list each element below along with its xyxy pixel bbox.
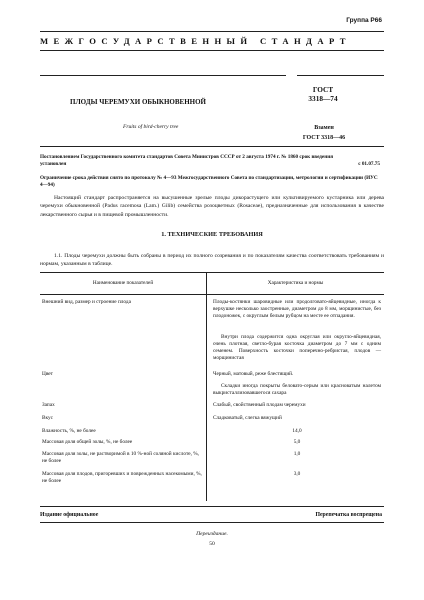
table-row-name: Массовая доля золы, не растворимой в 10 %-ной соляной кислоте, %, не более bbox=[42, 451, 200, 464]
top-rule-lower bbox=[40, 50, 384, 51]
replaces-number: ГОСТ 3318—46 bbox=[302, 135, 346, 141]
table-row-value: Складки иногда покрыты беловато-серым или красноватым налетом выкристаллизовавшегося сахара bbox=[213, 383, 381, 396]
table-header-value: Характеристика и нормы bbox=[267, 280, 324, 286]
table-row-name: Цвет bbox=[42, 371, 53, 377]
standard-banner: МЕЖГОСУДАРСТВЕННЫЙ СТАНДАРТ bbox=[40, 36, 351, 46]
document-title-english: Fruits of bird-cherry tree bbox=[123, 124, 179, 130]
gost-number: 3318—74 bbox=[308, 94, 338, 103]
table-row-value: 5,0 bbox=[293, 439, 301, 445]
intro-paragraph: Настоящий стандарт распространяется на высушенные зрелые плоды дикорастущего или культивируемого кустарника или дерева черемухи обыкновенной (Padus racemosa (Lam.) Gilib) семейства розоцветных (Rosaceae), предназначенные для использования в качестве лекарственного сырья и в пищевой промышленности. bbox=[40, 195, 384, 218]
top-rule-upper bbox=[40, 31, 384, 32]
group-code: Группа Р66 bbox=[346, 17, 382, 24]
table-row-name: Внешний вид, размер и строение плода bbox=[42, 299, 131, 305]
table-row-value: Плоды-костянки шаровидные или продолговато-яйцевидные, иногда к верхушке несколько заостренные, диаметром до 8 мм, морщинистые, без плодоножек, с округлым белым рубцом на месте ее отпадания. bbox=[213, 299, 381, 319]
decree-text: Постановлением Государственного комитета стандартов Совета Министров СССР от 2 августа 1974 г. № 1860 срок введения установлен bbox=[40, 154, 334, 167]
title-rule-right bbox=[297, 75, 384, 76]
table-row-value: Слабый, свойственный плодам черемухи bbox=[213, 402, 306, 408]
validity-note: Ограничение срока действия снято по протоколу № 4—93 Межгосударственного Совета по стандартизации, метрологии и сертификации (ИУС 4—94) bbox=[40, 175, 378, 188]
table-row-name: Запах bbox=[42, 402, 55, 408]
decree-date: с 01.07.75 bbox=[358, 161, 380, 167]
table-row-value: 14,0 bbox=[292, 428, 302, 434]
table-rule-header bbox=[40, 294, 384, 295]
table-row-value: 1,0 bbox=[293, 451, 301, 457]
table-row-value: Внутри плода содержится одна округлая или округло-яйцевидная, очень плотная, светло-бурая косточка диаметром до 7 мм с одним семенем. Поверхность косточки поперечно-ребристая, плодов — морщинистая bbox=[213, 334, 381, 361]
reissue-note: Переиздание. bbox=[196, 531, 228, 537]
table-header-name: Наименование показателей bbox=[92, 280, 154, 286]
table-row-value: 3,0 bbox=[293, 471, 301, 477]
gost-designation bbox=[303, 85, 343, 103]
requirements-table bbox=[40, 272, 384, 501]
page-number: 50 bbox=[209, 541, 215, 547]
title-rule-bottom bbox=[40, 146, 384, 147]
footer-rule-top bbox=[40, 506, 384, 507]
replaces-block bbox=[300, 123, 348, 143]
title-rule-left bbox=[40, 75, 286, 76]
official-edition-label: Издание официальное bbox=[40, 512, 99, 518]
table-row-name: Массовая доля плодов, пригоревших и поврежденных насекомыми, %, не более bbox=[42, 471, 202, 484]
reprint-prohibited-label: Перепечатка воспрещена bbox=[315, 512, 382, 518]
table-row-name: Массовая доля общей золы, %, не более bbox=[42, 439, 133, 445]
table-column-divider bbox=[206, 272, 207, 501]
gost-label: ГОСТ bbox=[312, 85, 334, 94]
footer-rule-bottom bbox=[40, 522, 384, 523]
table-row-name: Вкус bbox=[42, 415, 54, 421]
replaces-label: Взамен bbox=[314, 125, 334, 131]
document-title: ПЛОДЫ ЧЕРЕМУХИ ОБЫКНОВЕННОЙ bbox=[70, 98, 206, 106]
section-title: 1. ТЕХНИЧЕСКИЕ ТРЕБОВАНИЯ bbox=[161, 231, 263, 238]
table-row-name: Влажность, %, не более bbox=[42, 428, 96, 434]
paragraph-1-1: 1.1. Плоды черемухи должны быть собраны в период их полного созревания и по показателям качества соответствовать требованиям и нормам, указанным в таблице. bbox=[40, 253, 384, 268]
table-row-value: Черный, матовый, реже блестящий. bbox=[213, 371, 294, 377]
table-row-value: Сладковатый, слегка вяжущий bbox=[213, 415, 282, 421]
